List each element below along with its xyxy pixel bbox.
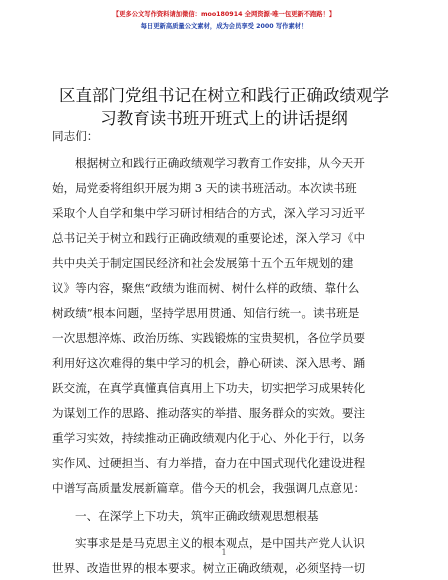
- paragraph-line: 共中央关于制定国民经济和社会发展第十五个五年规划的建: [52, 256, 354, 270]
- paragraph-line: 总书记关于树立和践行正确政绩观的重要论述，深入学习《中: [52, 231, 366, 245]
- title-line-2: 习教育读书班开班式上的讲话提纲: [100, 109, 348, 128]
- paragraph-line: 采取个人自学和集中学习研讨相结合的方式，深入学习习近平: [52, 206, 366, 220]
- paragraph-line: 议》等内容，聚焦“政绩为谁而树、树什么样的政绩、靠什么: [52, 281, 360, 295]
- paragraph-line: 实事求是是马克思主义的根本观点，是中国共产党人认识: [75, 536, 365, 550]
- salutation: 同志们：: [52, 129, 99, 143]
- paragraph-line: 树政绩”根本问题，坚持学思用贯通、知信行统一。读书班是: [52, 306, 360, 320]
- paragraph-line: 根据树立和践行正确政绩观学习教育工作安排，从今天开: [75, 156, 365, 170]
- promo-banner-line-2: 每日更新高质量公文素材，成为会员享受 2000 写作素材！: [140, 23, 308, 30]
- paragraph-line: 为谋划工作的思路、推动落实的举措、服务群众的实效。要注: [52, 406, 366, 420]
- paragraph-line: 世界、改造世界的根本要求。树立正确政绩观，必须坚持一切: [52, 561, 366, 575]
- paragraph-line: 中谱写高质量发展新篇章。借今天的机会，我强调几点意见：: [52, 481, 366, 495]
- page-number: 1: [221, 548, 227, 557]
- paragraph-line: 一次思想淬炼、政治历练、实践锻炼的宝贵契机，各位学员要: [52, 331, 366, 345]
- title-line-1: 区直部门党组书记在树立和践行正确政绩观学: [59, 86, 389, 105]
- paragraph-line: 利用好这次难得的集中学习的机会，静心研读、深入思考、踊: [52, 356, 366, 370]
- paragraph-line: 重学习实效，持续推动正确政绩观内化于心、外化于行，以务: [52, 431, 366, 445]
- paragraph-line: 跃交流，在真学真懂真信真用上下功夫，切实把学习成果转化: [52, 381, 366, 395]
- paragraph-line: 始，局党委将组织开展为期 3 天的读书班活动。本次读书班: [52, 181, 357, 195]
- paragraph-line: 实作风、过硬担当、有力举措，奋力在中国式现代化建设进程: [52, 456, 366, 470]
- section-heading: 一、在深学上下功夫，筑牢正确政绩观思想根基: [75, 509, 319, 523]
- promo-banner-line-1: 【更多公文写作资料请加微信：moo180914 全网资源·唯一包更新不跑路！】: [112, 11, 336, 18]
- document-title: [40, 84, 408, 130]
